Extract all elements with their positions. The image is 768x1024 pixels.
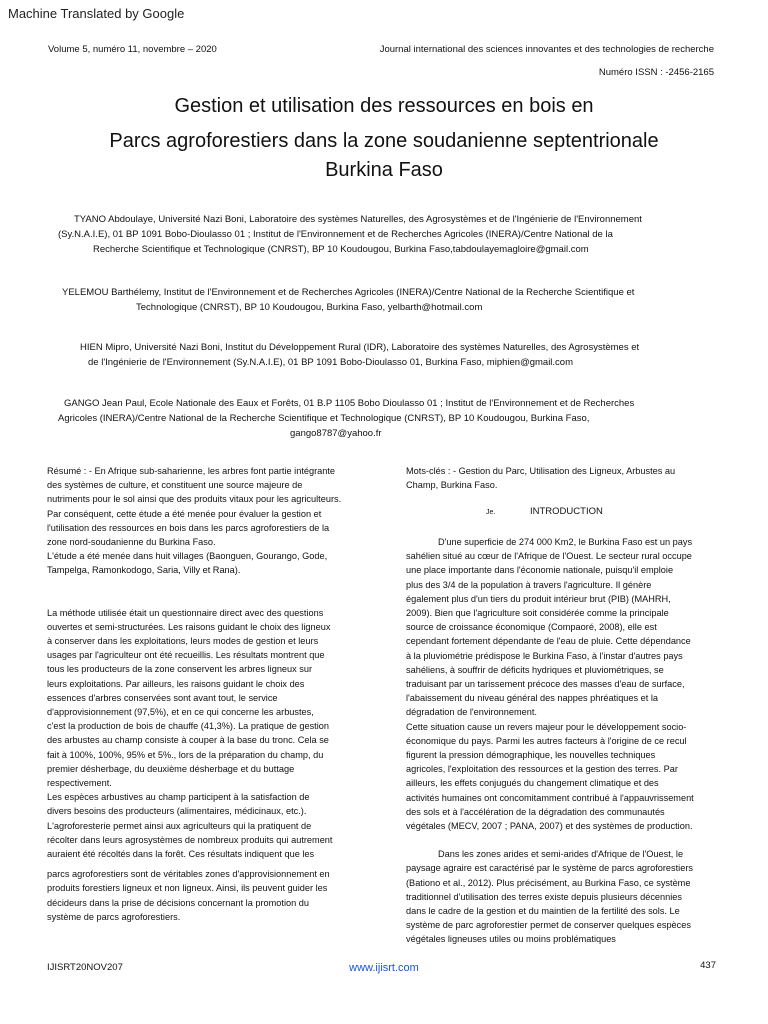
volume-info: Volume 5, numéro 11, novembre – 2020 xyxy=(48,44,217,55)
text-line: fait à 100%, 100%, 95% et 5%., lors de la préparation du champ, du xyxy=(47,749,324,760)
text-line: parcs agroforestiers sont de véritables zones d'approvisionnement en xyxy=(47,869,330,880)
text-line: Dans les zones arides et semi-arides d'Afrique de l'Ouest, le xyxy=(438,849,684,860)
text-line: décideurs dans la prise de décisions concernant la promotion du xyxy=(47,897,310,908)
text-line: végétales ligneuses utiles ou moins problématiques xyxy=(406,934,616,945)
text-line: 2009). Bien que l'agriculture soit considérée comme la principale xyxy=(406,608,669,619)
text-line: l'abaissement du niveau général des nappes phréatiques et la xyxy=(406,693,659,704)
text-line: des sols et à l'accélération de la dégradation des communautés xyxy=(406,806,665,817)
author-line: HIEN Mipro, Université Nazi Boni, Institut du Développement Rural (IDR), Laboratoire des systèmes Naturelles, des Agrosystèmes et xyxy=(80,342,640,353)
text-line: à la pluviométrie prédispose le Burkina Faso, à l'instar d'autres pays xyxy=(406,650,683,661)
text-line: sahélien situé au cœur de l'Afrique de l'Ouest. Le secteur rural occupe xyxy=(406,551,692,562)
text-line: une place importante dans l'économie nationale, puisqu'il emploie xyxy=(406,565,674,576)
text-line: sahéliens, à souffrir de déficits hydriques et pluviométriques, se xyxy=(406,664,664,675)
issn: Numéro ISSN : -2456-2165 xyxy=(598,67,714,78)
intro-section-marker: Je. xyxy=(486,509,496,516)
footer-website-link[interactable]: www.ijisrt.com xyxy=(349,962,419,974)
author-block-3 xyxy=(58,340,718,370)
text-line: dégradation de l'environnement. xyxy=(406,707,537,718)
author-line: (Sy.N.A.I.E), 01 BP 1091 Bobo-Dioulasso 01 ; Institut de l'Environnement et de Recherches Agricoles (INERA)/Centre National de la xyxy=(58,229,613,240)
author-line: Agricoles (INERA)/Centre National de la Recherche Scientifique et Technologique (CNRST), BP 10 Koudougou, Burkina Faso, xyxy=(58,413,590,424)
abstract-column xyxy=(47,464,377,924)
translation-banner: Machine Translated by Google xyxy=(8,6,185,21)
text-line: traduisant par un tarissement précoce des masses d'eau de surface, xyxy=(406,679,685,690)
text-line: traditionnel d'utilisation des terres existe depuis plusieurs décennies xyxy=(406,891,683,902)
author-block-1 xyxy=(58,212,718,257)
text-line: également plus d'un tiers du produit intérieur brut (PIB) (MAHRH, xyxy=(406,593,671,604)
author-line: Technologique (CNRST), BP 10 Koudougou, Burkina Faso, yelbarth@hotmail.com xyxy=(136,302,483,313)
text-line: source de croissance économique (Compaoré, 2008), elle est xyxy=(406,622,657,633)
text-line: respectivement. xyxy=(47,778,112,789)
text-line: Tampelga, Ramonkodogo, Saria, Villy et Rana). xyxy=(47,565,241,576)
abstract-paragraph-1 xyxy=(47,464,377,578)
text-line: dans le cadre de la gestion et du maintien de la fertilité des sols. Le xyxy=(406,906,680,917)
intro-body xyxy=(406,535,736,947)
text-line: Cette situation cause un revers majeur pour le développement socio- xyxy=(406,721,687,732)
text-line: leurs exploitations. Par ailleurs, les raisons guidant le choix des xyxy=(47,678,305,689)
author-line: YELEMOU Barthélemy, Institut de l'Environnement et de Recherches Agricoles (INERA)/Centre National de la Recherche Scientifique et xyxy=(62,287,635,298)
author-line: GANGO Jean Paul, Ecole Nationale des Eaux et Forêts, 01 B.P 1105 Bobo Dioulasso 01 ; Institut de l'Environnement et de Recherches xyxy=(64,398,635,409)
text-line: nutriments pour le sol ainsi que des produits vitaux pour les agriculteurs. xyxy=(47,494,342,505)
text-line: l'utilisation des ressources en bois dans les parcs agroforestiers de la xyxy=(47,522,330,533)
text-line: zone nord-soudanienne du Burkina Faso. xyxy=(47,537,216,548)
title-line-2: Parcs agroforestiers dans la zone soudanienne septentrionale xyxy=(109,130,659,152)
text-line: des systèmes de culture, et constituent une source majeure de xyxy=(47,480,303,491)
text-line: figurent la pression démographique, les nouvelles techniques xyxy=(406,750,656,761)
text-line: paysage agraire est caractérisé par le système de parcs agroforestiers xyxy=(406,863,693,874)
text-line: tous les producteurs de la zone conservent les arbres ligneux sur xyxy=(47,664,313,675)
text-line: à conserver dans les exploitations, leurs modes de gestion et leurs xyxy=(47,636,319,647)
text-line: divers besoins des producteurs (alimentaires, médicinaux, etc.). xyxy=(47,806,307,817)
text-line: cependant fortement dépendante de l'eau de pluie. Cette dépendance xyxy=(406,636,691,647)
author-block-4 xyxy=(58,396,718,441)
text-line: c'est la production de bois de chauffe (41,3%). La pratique de gestion xyxy=(47,721,329,732)
text-line: Par conséquent, cette étude a été menée pour évaluer la gestion et xyxy=(47,508,322,519)
author-line: TYANO Abdoulaye, Université Nazi Boni, Laboratoire des systèmes Naturelles, des Agrosystèmes et de l'Ingénierie de l'Environnement xyxy=(74,214,642,225)
abstract-paragraph-3 xyxy=(47,867,377,924)
author-line: Recherche Scientifique et Technologique (CNRST), BP 10 Koudougou, Burkina Faso,tabdoulayemagloire@gmail.com xyxy=(93,244,589,255)
footer-id: IJISRT20NOV207 xyxy=(47,962,123,973)
text-line: ouvertes et semi-structurées. Les raisons guidant le choix des ligneux xyxy=(47,621,331,632)
abstract-paragraph-2 xyxy=(47,606,377,862)
title-line-3: Burkina Faso xyxy=(325,159,443,181)
text-line: système de parc agroforestier permet de conserver quelques espèces xyxy=(406,920,691,931)
text-line: premier désherbage, du deuxième désherbage et du buttage xyxy=(47,763,295,774)
author-line: de l'Ingénierie de l'Environnement (Sy.N.A.I.E), 01 BP 1091 Bobo-Dioulasso 01, Burkina Faso, miphien@gmail.com xyxy=(88,357,574,368)
text-line: récolter dans leurs agrosystèmes de nombreux produits qui autrement xyxy=(47,834,333,845)
text-line: (Bationo et al., 2012). Plus précisément, au Burkina Faso, ce système xyxy=(406,877,691,888)
author-block-2 xyxy=(62,285,722,315)
text-line: végétales (MECV, 2007 ; PANA, 2007) et des systèmes de production. xyxy=(406,821,693,832)
text-line: économique du pays. Parmi les autres facteurs à l'origine de ce recul xyxy=(406,735,687,746)
text-line: L'agroforesterie permet ainsi aux agriculteurs qui la pratiquent de xyxy=(47,820,312,831)
text-line: Résumé : - En Afrique sub-saharienne, les arbres font partie intégrante xyxy=(47,466,336,476)
text-line: La méthode utilisée était un questionnaire direct avec des questions xyxy=(47,607,324,618)
author-line: gango8787@yahoo.fr xyxy=(290,428,382,439)
intro-paragraph-2 xyxy=(406,847,736,946)
text-line: Les espèces arbustives au champ participent à la satisfaction de xyxy=(47,792,310,803)
text-line: agricoles, l'exploitation des ressources et la gestion des terres. Par xyxy=(406,764,678,775)
intro-paragraph-1 xyxy=(406,535,736,833)
title-line-1: Gestion et utilisation des ressources en bois en xyxy=(174,95,594,117)
text-line: D'une superficie de 274 000 Km2, le Burkina Faso est un pays xyxy=(438,537,693,547)
text-line: ailleurs, les effets conjugués du changement climatique et des xyxy=(406,778,659,789)
text-line: activités humaines ont concomitamment contribué à l'appauvrissement xyxy=(406,792,694,803)
journal-name: Journal international des sciences innovantes et des technologies de recherche xyxy=(379,44,714,55)
text-line: plus des 3/4 de la population à travers l'agriculture. Il génère xyxy=(406,579,652,590)
text-line: d'approvisionnement (97,5%), et en ce qui concerne les arbustes, xyxy=(47,707,314,718)
text-line: des arbustes au champ consiste à couper à la base du tronc. Cela se xyxy=(47,735,329,746)
text-line: usages par l'agriculteur ont été recueillis. Les résultats montrent que xyxy=(47,650,325,661)
keywords xyxy=(406,464,726,492)
body-column xyxy=(406,464,726,492)
text-line: L'étude a été menée dans huit villages (Baonguen, Gourango, Gode, xyxy=(47,551,328,562)
page-number: 437 xyxy=(700,960,716,971)
intro-heading: INTRODUCTION xyxy=(530,506,603,517)
text-line: essences d'arbres conservées sont avant tout, le service xyxy=(47,692,278,703)
text-line: produits forestiers ligneux et non ligneux. Ainsi, ils peuvent guider les xyxy=(47,883,328,894)
text-line: système de parcs agroforestiers. xyxy=(47,911,181,922)
text-line: auraient été récoltés dans la forêt. Ces résultats indiquent que les xyxy=(47,849,315,860)
text-line: Mots-clés : - Gestion du Parc, Utilisation des Ligneux, Arbustes au xyxy=(406,466,676,476)
text-line: Champ, Burkina Faso. xyxy=(406,480,498,491)
